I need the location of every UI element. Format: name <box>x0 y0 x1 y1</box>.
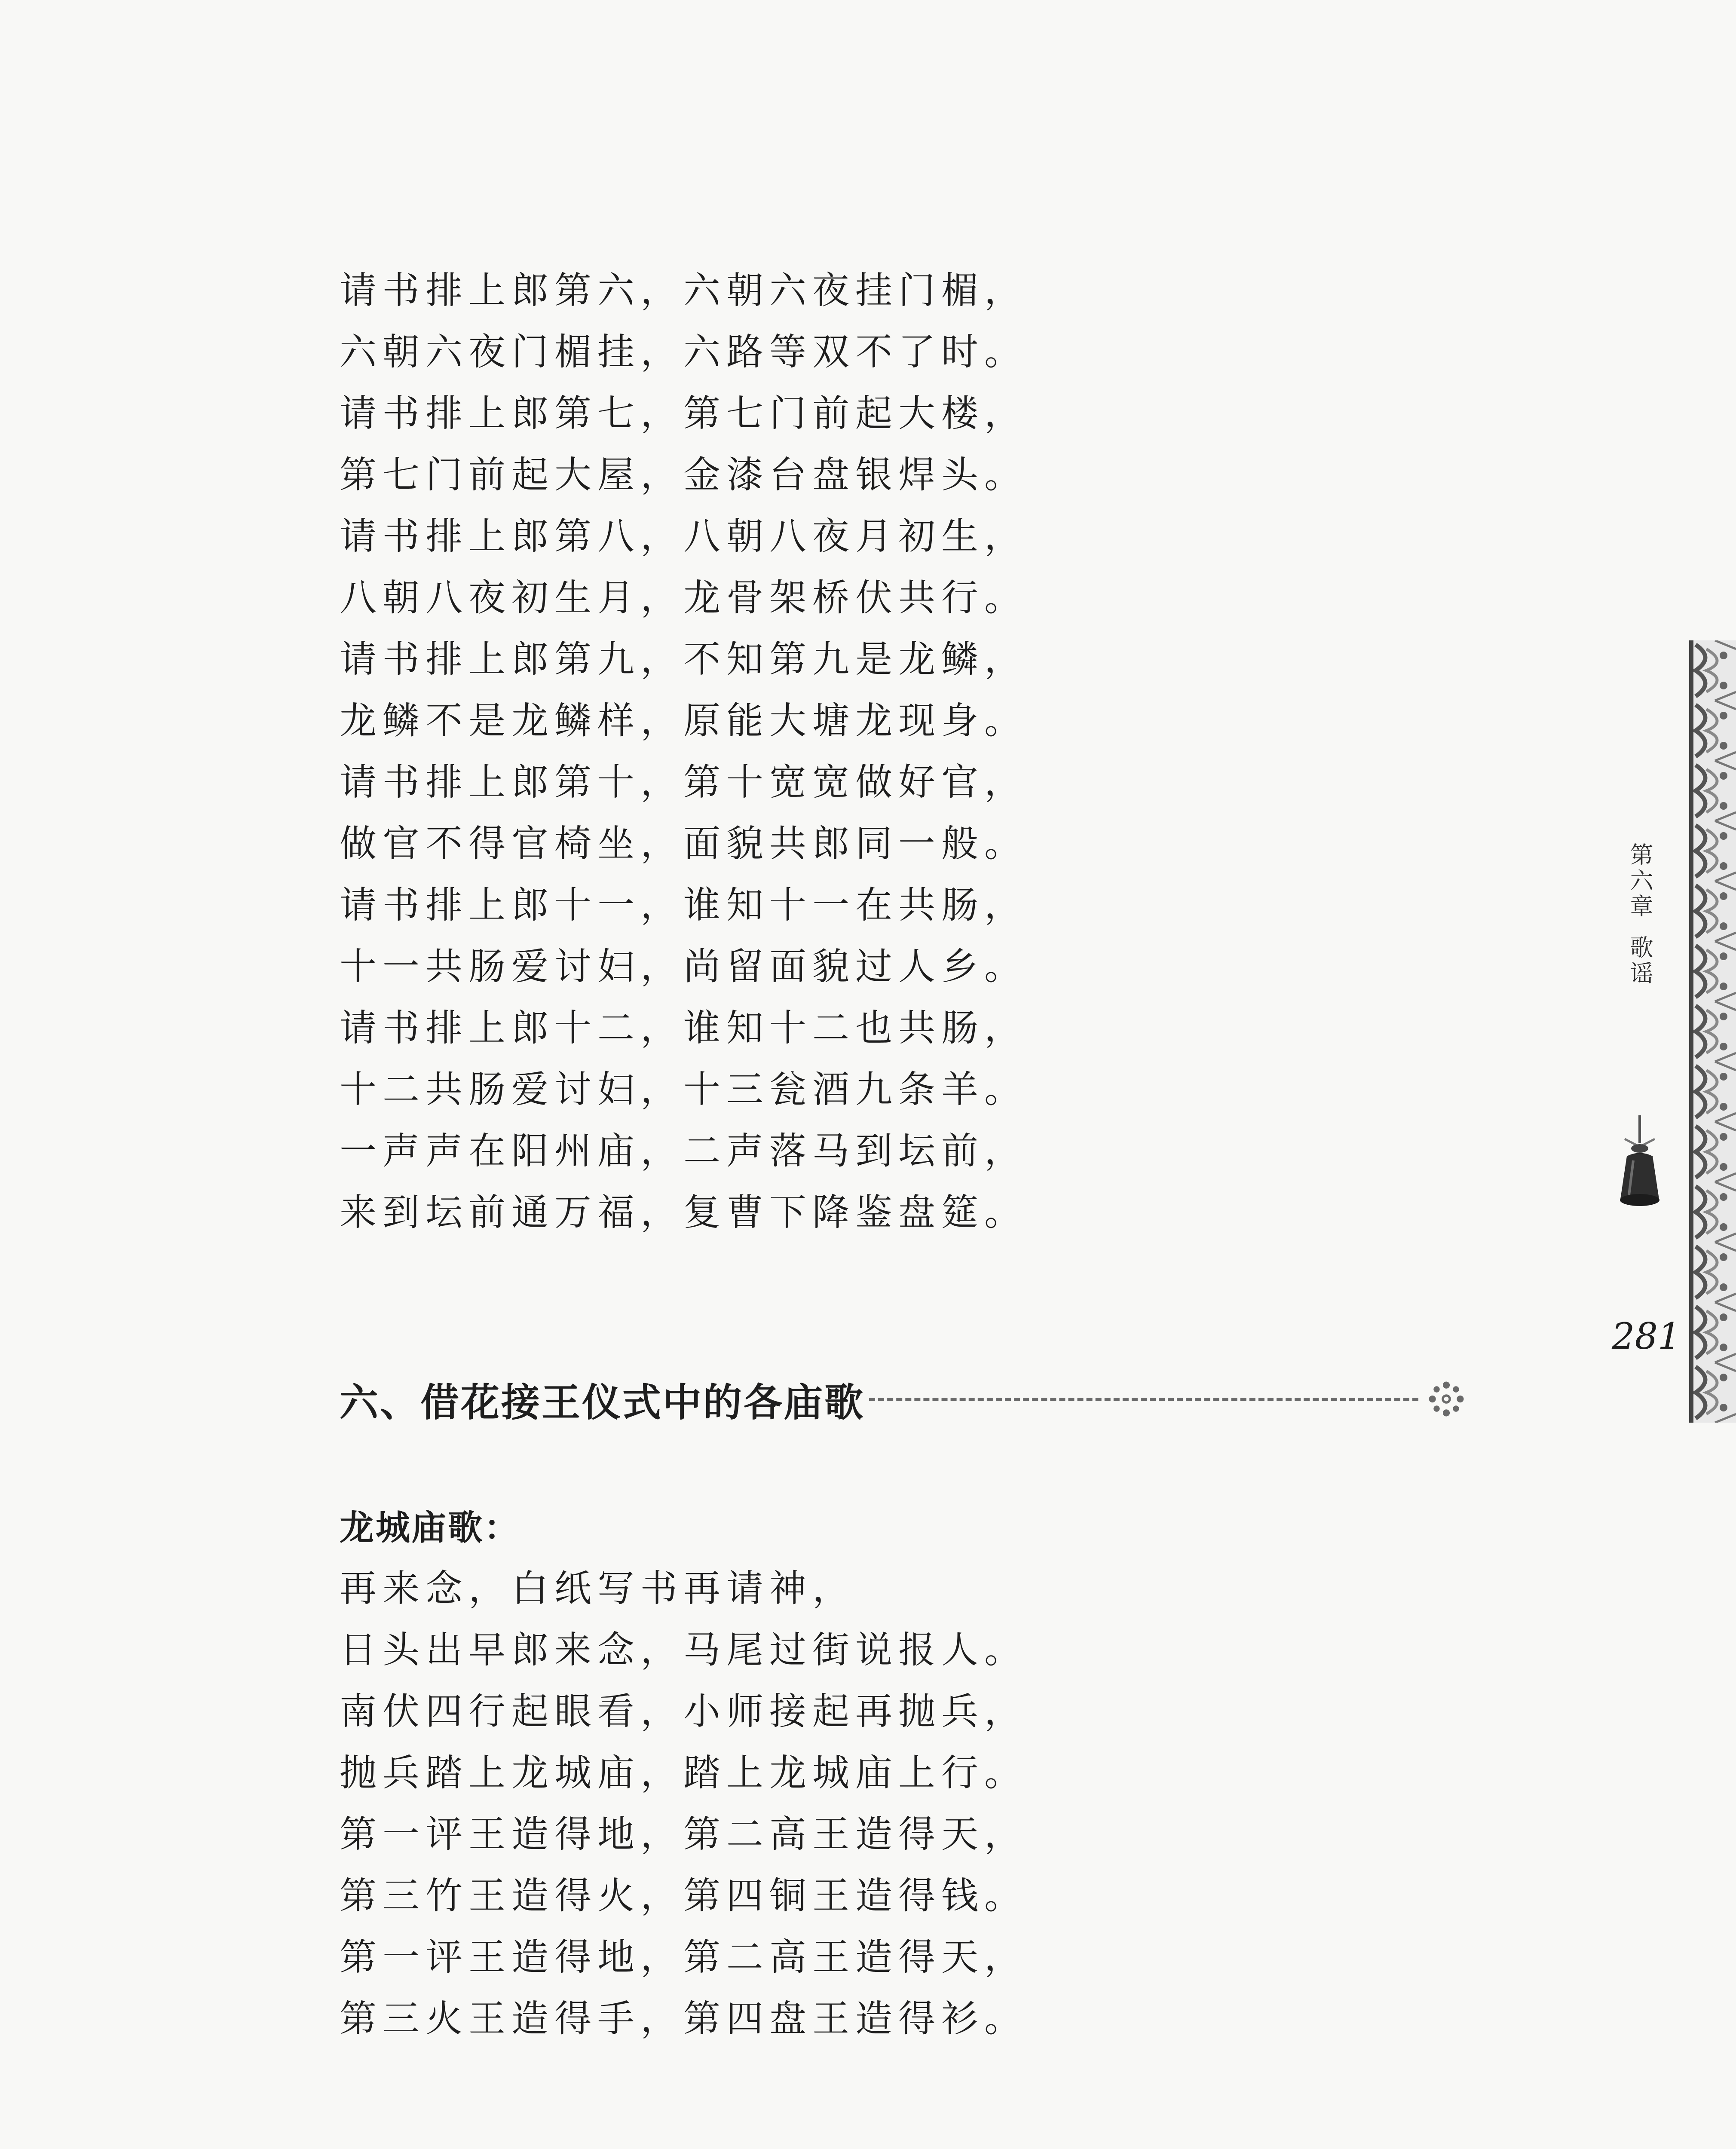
section-heading <box>340 1371 1466 1427</box>
verse-line: 做官不得官椅坐，面貌共郎同一般。 <box>340 822 1027 865</box>
verse-block-bottom <box>340 1558 1027 2050</box>
verse-line: 第一评王造得地，第二高王造得天， <box>340 1813 1027 1856</box>
verse-line: 日头出早郎来念，马尾过街说报人。 <box>340 1629 1027 1671</box>
verse-block-top <box>340 260 1027 1243</box>
verse-line: 来到坛前通万福，复曹下降鉴盘筵。 <box>340 1191 1027 1234</box>
verse-line: 十二共肠爱讨妇，十三瓮酒九条羊。 <box>340 1068 1027 1111</box>
verse-line: 第七门前起大屋，金漆台盘银焊头。 <box>340 453 1027 496</box>
verse-line: 请书排上郎第八，八朝八夜月初生， <box>340 515 1027 558</box>
verse-line: 八朝八夜初生月，龙骨架桥伏共行。 <box>340 576 1027 619</box>
verse-line: 请书排上郎第七，第七门前起大楼， <box>340 392 1027 435</box>
verse-line: 第三竹王造得火，第四铜王造得钱。 <box>340 1874 1027 1917</box>
verse-line: 第三火王造得手，第四盘王造得衫。 <box>340 1997 1027 2040</box>
verse-line: 再来念，白纸写书再请神， <box>340 1567 855 1610</box>
verse-line: 请书排上郎第六，六朝六夜挂门楣， <box>340 269 1027 312</box>
chapter-topic: 歌谣 <box>1626 935 1653 987</box>
verse-line: 请书排上郎第十，第十宽宽做好官， <box>340 761 1027 804</box>
verse-line: 请书排上郎十一，谁知十一在共肠， <box>340 884 1027 927</box>
verse-line: 请书排上郎第九，不知第九是龙鳞， <box>340 638 1027 681</box>
verse-line: 抛兵踏上龙城庙，踏上龙城庙上行。 <box>340 1751 1027 1794</box>
verse-line: 龙鳞不是龙鳞样，原能大塘龙现身。 <box>340 699 1027 742</box>
verse-line: 第一评王造得地，第二高王造得天， <box>340 1936 1027 1979</box>
page-number: 281 <box>1612 1315 1681 1357</box>
decorative-border <box>1689 640 1736 1423</box>
verse-line: 请书排上郎十二，谁知十二也共肠， <box>340 1007 1027 1050</box>
verse-line: 十一共肠爱讨妇，尚留面貌过人乡。 <box>340 945 1027 988</box>
chapter-label <box>1620 842 1659 987</box>
bell-icon <box>1607 1113 1672 1216</box>
verse-line: 六朝六夜门楣挂，六路等双不了时。 <box>340 331 1027 373</box>
section-title: 六、借花接王仪式中的各庙歌 <box>340 1380 865 1425</box>
chapter-number: 第六章 <box>1626 842 1653 920</box>
subheading: 龙城庙歌： <box>340 1508 520 1548</box>
heading-dashed-rule <box>869 1398 1418 1401</box>
flower-ornament-icon <box>1427 1380 1466 1418</box>
verse-line: 南伏四行起眼看，小师接起再抛兵， <box>340 1690 1027 1733</box>
verse-line: 一声声在阳州庙，二声落马到坛前， <box>340 1130 1027 1172</box>
